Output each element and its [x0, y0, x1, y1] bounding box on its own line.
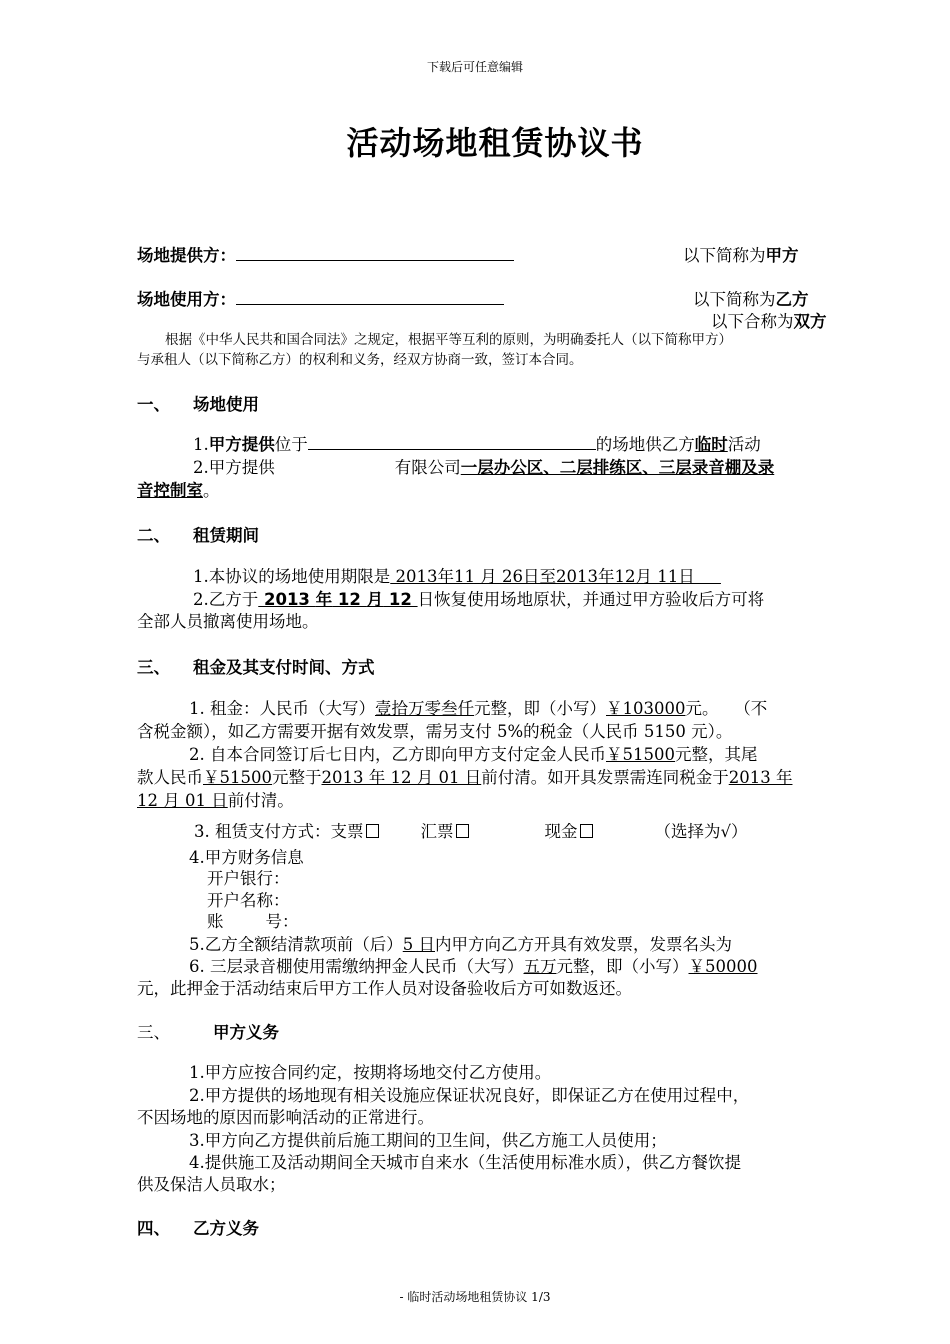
select-hint: （选择为√） — [654, 822, 748, 841]
user-abbr — [693, 288, 809, 311]
balance-amount: ￥51500 — [203, 768, 272, 787]
sec2-item-2 — [193, 588, 764, 611]
sec3-item-1-cont: 含税金额），如乙方需要开据有效发票，需另支付 5%的税金（人民币 5150 元）。 — [137, 722, 733, 741]
invoice-text-end: 内甲方向乙方开具有效发票，发票名头为 — [435, 935, 732, 954]
sec2-item-1-text: 1.本协议的场地使用期限是 — [193, 567, 391, 586]
sec1-item-1-activity: 活动 — [727, 435, 761, 454]
studio-deposit-middle: 元整，即（小写） — [556, 957, 689, 976]
sec2-item-2-cont: 全部人员撤离使用场地。 — [137, 612, 319, 631]
section-1-heading — [137, 391, 259, 415]
tax-due-end: 前付清。 — [227, 791, 294, 810]
invoice-text: 5.乙方全额结清款项前（后） — [189, 935, 403, 954]
studio-deposit-text: 6. 三层录音棚使用需缴纳押金人民币（大写） — [189, 957, 524, 976]
sec3-item-6-cont: 元，此押金于活动结束后甲方工作人员对设备验收后方可如数返还。 — [137, 979, 632, 998]
sec1-item-2-control-room: 音控制室 — [137, 481, 203, 500]
intro-line-1: 根据《中华人民共和国合同法》之规定，根据平等互利的原则，为明确委托人（以下简称甲方） — [165, 332, 732, 348]
intro-line-2: 与承租人（以下简称乙方）的权利和义务，经双方协商一致，签订本合同。 — [137, 352, 583, 368]
sec4-item-1: 1.甲方应按合同约定，按期将场地交付乙方使用。 — [189, 1063, 552, 1082]
section-4-title: 甲方义务 — [213, 1023, 279, 1042]
lease-period: 2013年11 月 26日至2013年12月 11日 — [390, 567, 721, 586]
sec1-item-1-temporary: 临时 — [694, 435, 728, 454]
section-5-title: 乙方义务 — [193, 1219, 259, 1238]
draft-checkbox[interactable] — [456, 824, 469, 838]
both-abbr-value: 双方 — [793, 312, 827, 331]
location-blank[interactable] — [308, 433, 596, 450]
sec4-item-2: 2.甲方提供的场地现有相关设施应保证状况良好，即保证乙方在使用过程中， — [189, 1086, 750, 1105]
sec1-item-2 — [193, 456, 774, 479]
sec1-item-1-site: 的场地供乙方 — [595, 435, 695, 454]
restore-day: 12 — [383, 590, 418, 609]
invoice-days: 5 日 — [402, 935, 435, 954]
section-3-title: 租金及其支付时间、方式 — [193, 658, 375, 677]
sec3-item-6 — [189, 955, 758, 978]
sec1-item-2-company: 有限公司 — [394, 458, 461, 477]
sec4-item-2-cont: 不因场地的原因而影响活动的正常进行。 — [137, 1108, 434, 1127]
sec2-item-2-text: 2.乙方于 — [193, 590, 259, 609]
sec3-item-3 — [194, 820, 748, 843]
user-abbr-prefix: 以下简称为 — [693, 290, 776, 309]
page-header: 下载后可任意编辑 — [426, 60, 523, 74]
sec3-item-5 — [189, 933, 732, 956]
bank-label: 开户银行： — [207, 869, 290, 888]
tax-due-date: 12 月 01 日 — [137, 791, 228, 810]
section-1-number: 一、 — [137, 395, 170, 414]
provider-blank[interactable] — [236, 244, 514, 261]
document-title: 活动场地租赁协议书 — [346, 124, 644, 162]
sec1-item-1-provide: 甲方提供 — [208, 435, 275, 454]
deposit-amount: ￥51500 — [606, 745, 675, 764]
section-3-heading — [137, 654, 375, 678]
balance-text: 款人民币 — [137, 768, 203, 787]
balance-due-date: 2013 年 12 月 01 日 — [321, 768, 482, 787]
both-abbr-prefix: 以下合称为 — [711, 312, 794, 331]
sec4-item-3: 3.甲方向乙方提供前后施工期间的卫生间，供乙方施工人员使用； — [189, 1131, 667, 1150]
provider-line — [137, 244, 514, 267]
section-2-title: 租赁期间 — [193, 526, 259, 545]
balance-tax-text: 前付清。如开具发票需连同税金于 — [481, 768, 729, 787]
sec2-item-2-rest: 日恢复使用场地原状，并通过甲方验收后方可将 — [417, 590, 765, 609]
rent-middle: 元整，即（小写） — [474, 699, 606, 718]
sec1-item-1-located: 位于 — [274, 435, 308, 454]
user-line — [137, 288, 504, 311]
provider-abbr-prefix: 以下简称为 — [683, 246, 766, 265]
sec3-item-2 — [189, 743, 758, 766]
draft-label: 汇票 — [420, 822, 454, 841]
sec1-item-2-areas: 一层办公区、二层排练区、三层录音棚及录 — [460, 458, 775, 477]
sec2-item-1 — [193, 565, 721, 588]
restore-month-unit: 月 — [366, 590, 384, 609]
payment-method-label: 3. 租赁支付方式：支票 — [194, 822, 364, 841]
section-3-number: 三、 — [137, 658, 170, 677]
deposit-text-end: 元整，其尾 — [675, 745, 758, 764]
sec3-item-2-cont2 — [137, 789, 294, 812]
section-5-heading — [137, 1215, 259, 1239]
cheque-checkbox[interactable] — [366, 824, 379, 838]
restore-year: 2013 — [258, 590, 316, 609]
sec3-item-2-cont — [137, 766, 792, 789]
studio-deposit-words: 五万 — [523, 957, 557, 976]
restore-year-unit: 年 — [315, 590, 333, 609]
account-name-label: 开户名称： — [207, 891, 290, 910]
rent-label: 1. 租金：人民币（大写） — [189, 699, 375, 718]
section-2-heading — [137, 522, 259, 546]
sec3-item-4: 4.甲方财务信息 — [189, 848, 304, 867]
sec1-item-1 — [193, 433, 761, 456]
sec1-item-2-cont — [137, 479, 220, 502]
rent-amount-figures: ￥103000 — [606, 699, 686, 718]
cash-label: 现金 — [544, 822, 578, 841]
sec1-item-2-provide: 2.甲方提供 — [193, 458, 275, 477]
user-blank[interactable] — [236, 288, 504, 305]
rent-end: 元。 （不 — [685, 699, 768, 718]
sec4-item-4: 4.提供施工及活动期间全天城市自来水（生活使用标准水质），供乙方餐饮提 — [189, 1153, 741, 1172]
balance-due-prefix: 元整于 — [272, 768, 322, 787]
user-label: 场地使用方： — [137, 290, 236, 309]
section-2-number: 二、 — [137, 526, 170, 545]
provider-abbr-value: 甲方 — [765, 246, 799, 265]
studio-deposit-figures: ￥50000 — [688, 957, 758, 976]
provider-abbr — [683, 244, 799, 267]
page-footer: - 临时活动场地租赁协议 1/3 — [399, 1290, 551, 1304]
sec4-item-4-cont: 供及保洁人员取水； — [137, 1175, 286, 1194]
tax-due-year: 2013 年 — [728, 768, 793, 787]
section-4-heading — [137, 1019, 279, 1043]
user-abbr-value: 乙方 — [775, 290, 809, 309]
section-4-number: 三、 — [137, 1023, 170, 1042]
sec3-item-1 — [189, 697, 767, 720]
section-1-title: 场地使用 — [193, 395, 259, 414]
provider-label: 场地提供方： — [137, 246, 236, 265]
sec1-item-1-num: 1. — [193, 435, 209, 454]
section-5-number: 四、 — [137, 1219, 170, 1238]
cash-checkbox[interactable] — [580, 824, 593, 838]
sec1-item-2-end: 。 — [203, 481, 220, 500]
rent-amount-words: 壹拾万零叁仟 — [375, 699, 474, 718]
deposit-text: 2. 自本合同签订后七日内，乙方即向甲方支付定金人民币 — [189, 745, 606, 764]
restore-month: 12 — [332, 590, 367, 609]
account-number-label: 账 号： — [207, 912, 299, 931]
